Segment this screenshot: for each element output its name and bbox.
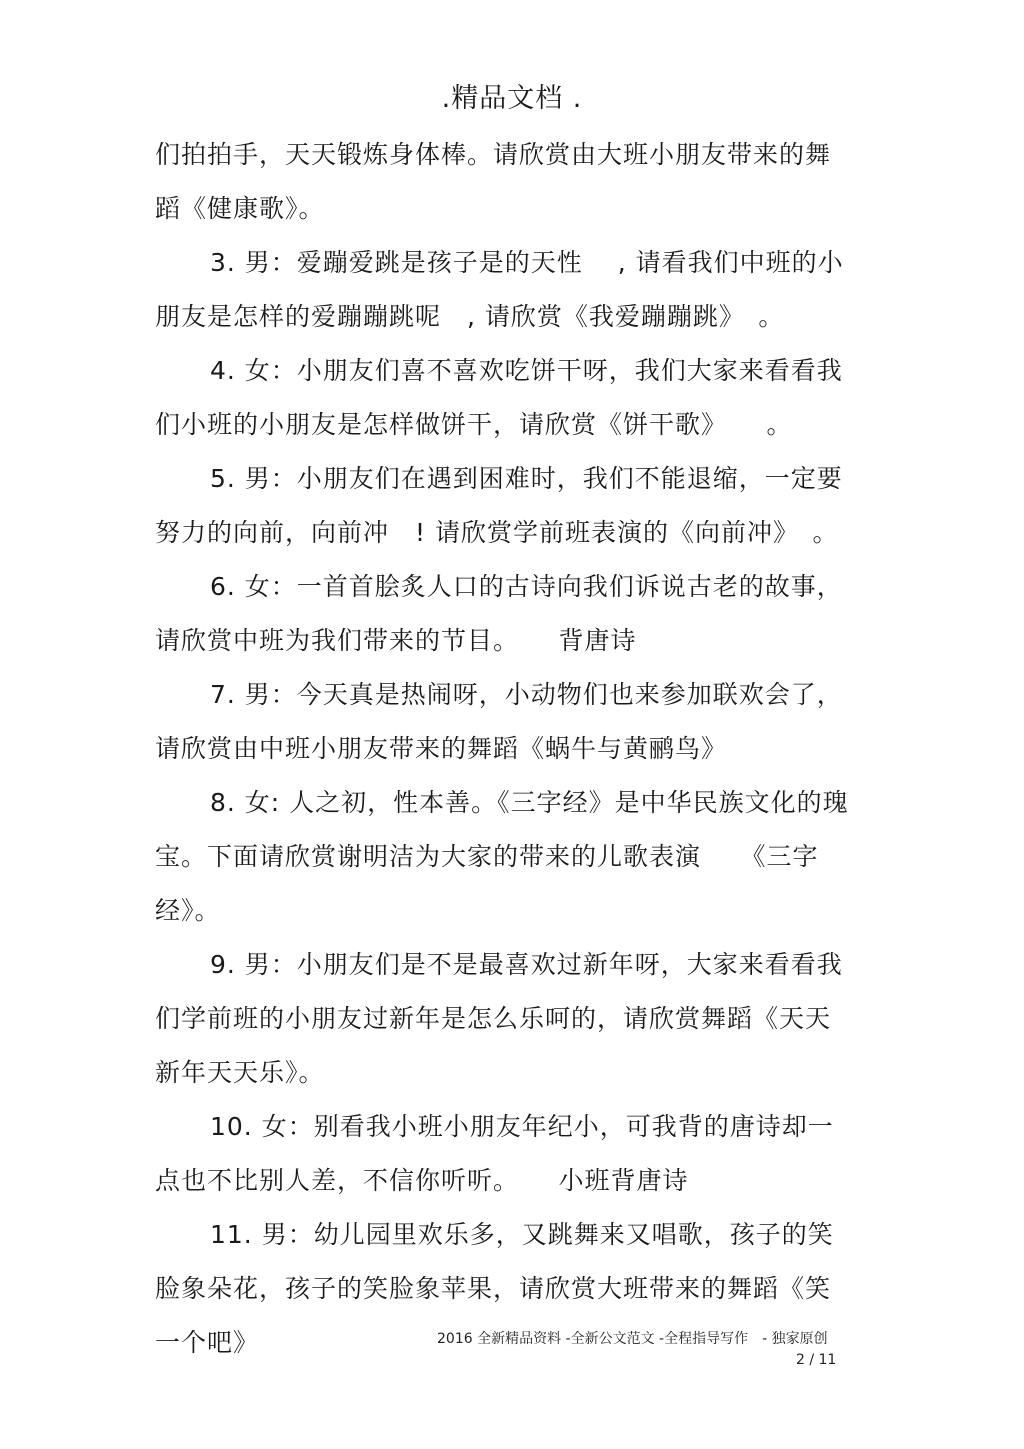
paragraph-6: 7. 男：今天真是热闹呀，小动物们也来参加联欢会了，请欣赏由中班小朋友带来的舞蹈《蜗牛与黄鹂鸟》: [155, 680, 843, 763]
paragraph-4: 5. 男：小朋友们在遇到困难时，我们不能退缩，一定要努力的向前，向前冲 ! 请欣赏学前班表演的《向前冲》 。: [155, 464, 843, 547]
paragraph-10: 11. 男：幼儿园里欢乐多，又跳舞来又唱歌，孩子的笑脸象朵花，孩子的笑脸象苹果，请欣赏大班带来的舞蹈《笑一个吧》: [155, 1220, 834, 1357]
page-footer-tagline: 2016 全新精品资料 -全新公文范文 -全程指导写作 - 独家原创: [437, 1331, 828, 1347]
paragraph-3: 4. 女：小朋友们喜不喜欢吃饼干呀，我们大家来看看我们小班的小朋友是怎样做饼干，请欣赏《饼干歌》 。: [155, 356, 843, 439]
paragraph-9: 10. 女：别看我小班小朋友年纪小，可我背的唐诗却一点也不比别人差，不信你听听。 小班背唐诗: [155, 1112, 834, 1195]
page-number: 2 / 11: [796, 1352, 837, 1368]
paragraph-7: 8. 女: 人之初，性本善。《三字经》是中华民族文化的瑰宝。下面请欣赏谢明洁为大家的带来的儿歌表演 《三字经》。: [155, 788, 849, 925]
paragraph-1: 们拍拍手，天天锻炼身体棒。请欣赏由大班小朋友带来的舞蹈《健康歌》。: [155, 140, 832, 223]
paragraph-2: 3. 男：爱蹦爱跳是孩子是的天性 , 请看我们中班的小朋友是怎样的爱蹦蹦跳呢 , 请欣赏《我爱蹦蹦跳》 。: [155, 248, 844, 331]
paragraph-5: 6. 女：一首首脍炙人口的古诗向我们诉说古老的故事，请欣赏中班为我们带来的节目。 背唐诗: [155, 572, 843, 655]
page-header: .精品文档 .: [441, 83, 583, 114]
document-body: [155, 128, 855, 1370]
paragraph-8: 9. 男：小朋友们是不是最喜欢过新年呀，大家来看看我们学前班的小朋友过新年是怎么乐呵的，请欣赏舞蹈《天天新年天天乐》。: [155, 950, 843, 1087]
